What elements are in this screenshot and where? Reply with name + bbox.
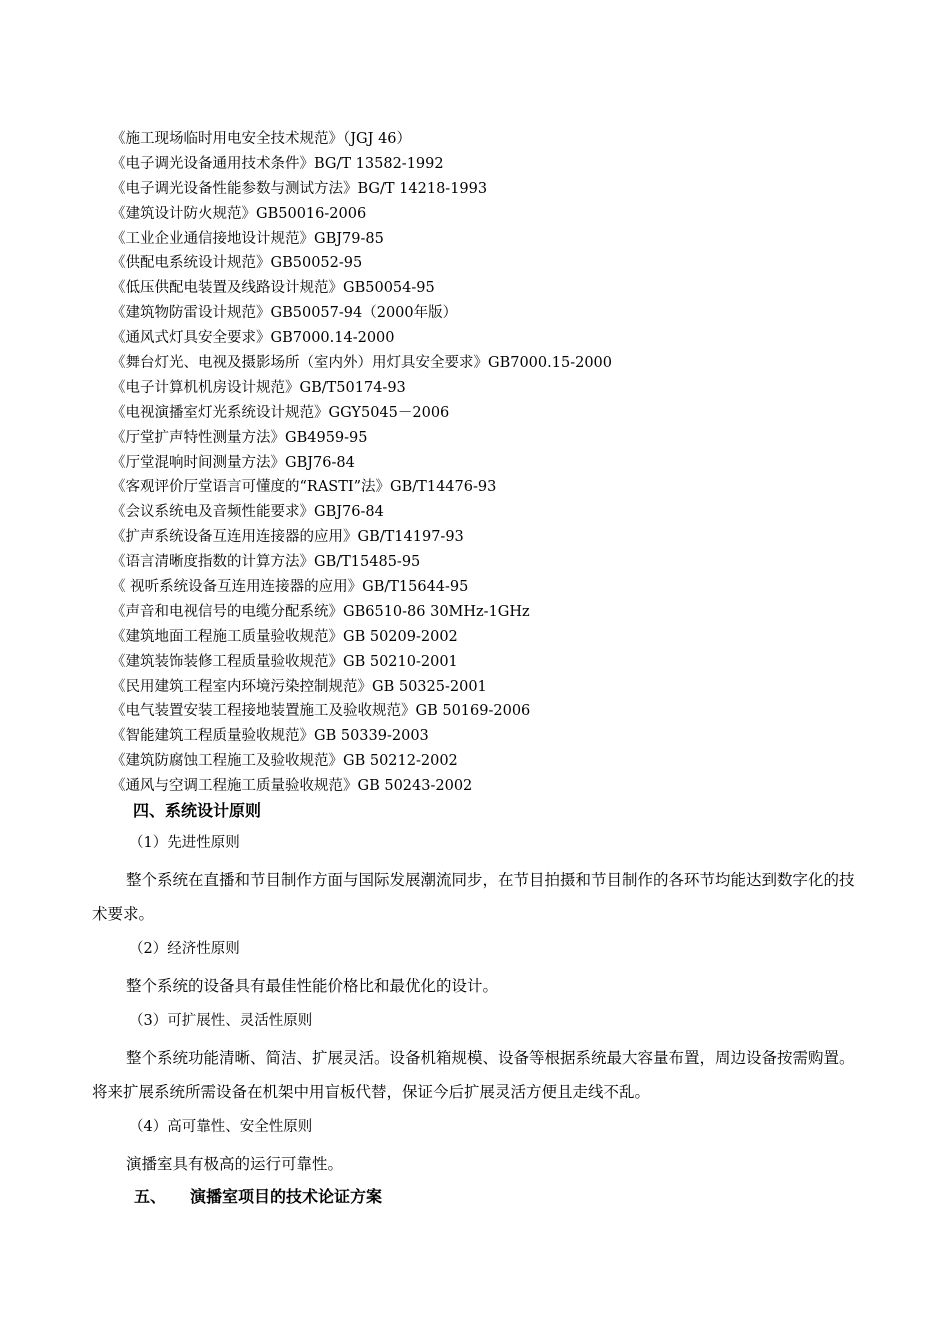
list-item: 《厅堂混响时间测量方法》GBJ76-84 <box>111 454 355 471</box>
principle-text: 整个系统在直播和节目制作方面与国际发展潮流同步，在节目拍摄和节目制作的各环节均能达到数字化的技术要求。 <box>92 871 855 923</box>
list-item: 《电子调光设备性能参数与测试方法》BG/T 14218-1993 <box>111 180 488 197</box>
list-item: 《施工现场临时用电安全技术规范》（JGJ 46） <box>111 131 412 147</box>
list-item: 《声音和电视信号的电缆分配系统》GB6510-86 30MHz-1GHz <box>111 603 530 620</box>
list-item: 《语言清晰度指数的计算方法》GB/T15485-95 <box>111 554 421 571</box>
principle-title: （4）高可靠性、安全性原则 <box>129 1119 313 1135</box>
list-item: 《通风式灯具安全要求》GB7000.14-2000 <box>111 330 395 347</box>
section-design-principles <box>92 797 872 1181</box>
list-item: 《舞台灯光、电视及摄影场所（室内外）用灯具安全要求》GB7000.15-2000 <box>111 355 612 372</box>
list-item: 《电子计算机机房设计规范》GB/T50174-93 <box>111 379 406 396</box>
list-item: 《客观评价厅堂语言可懂度的“RASTI”法》GB/T14476-93 <box>111 479 497 496</box>
list-item: 《低压供配电装置及线路设计规范》GB50054-95 <box>111 280 435 297</box>
section-technical-plan <box>134 1183 382 1211</box>
list-item: 《建筑物防雷设计规范》GB50057-94（2000年版） <box>111 305 458 322</box>
list-item: 《建筑设计防火规范》GB50016-2006 <box>111 205 367 222</box>
list-item: 《建筑防腐蚀工程施工及验收规范》GB 50212-2002 <box>111 753 458 770</box>
list-item: 《电子调光设备通用技术条件》BG/T 13582-1992 <box>111 155 444 172</box>
section-heading: 演播室项目的技术论证方案 <box>190 1187 383 1206</box>
principle-text: 演播室具有极高的运行可靠性。 <box>126 1155 344 1173</box>
list-item: 《 视听系统设备互连用连接器的应用》GB/T15644-95 <box>111 579 469 596</box>
list-item: 《建筑装饰装修工程质量验收规范》GB 50210-2001 <box>111 653 458 670</box>
principle-title: （3）可扩展性、灵活性原则 <box>129 1013 313 1029</box>
principle-title: （2）经济性原则 <box>129 941 240 957</box>
section-number: 五、 <box>134 1187 167 1206</box>
list-item: 《电视演播室灯光系统设计规范》GGY5045－2006 <box>111 404 450 421</box>
principle-title: （1）先进性原则 <box>129 835 240 851</box>
list-item: 《工业企业通信接地设计规范》GBJ79-85 <box>111 230 384 247</box>
list-item: 《供配电系统设计规范》GB50052-95 <box>111 255 363 272</box>
list-item: 《通风与空调工程施工质量验收规范》GB 50243-2002 <box>111 778 473 795</box>
list-item: 《电气装置安装工程接地装置施工及验收规范》GB 50169-2006 <box>111 703 531 720</box>
list-item: 《建筑地面工程施工质量验收规范》GB 50209-2002 <box>111 628 458 645</box>
standards-list <box>111 127 891 799</box>
list-item: 《厅堂扩声特性测量方法》GB4959-95 <box>111 429 368 446</box>
principle-text: 整个系统的设备具有最佳性能价格比和最优化的设计。 <box>126 977 499 995</box>
list-item: 《智能建筑工程质量验收规范》GB 50339-2003 <box>111 728 429 745</box>
principle-text: 整个系统功能清晰、简洁、扩展灵活。设备机箱规模、设备等根据系统最大容量布置，周边设备按需购置。将来扩展系统所需设备在机架中用盲板代替，保证今后扩展灵活方便且走线不乱。 <box>92 1049 855 1101</box>
list-item: 《扩声系统设备互连用连接器的应用》GB/T14197-93 <box>111 529 464 546</box>
list-item: 《民用建筑工程室内环境污染控制规范》GB 50325-2001 <box>111 678 487 695</box>
list-item: 《会议系统电及音频性能要求》GBJ76-84 <box>111 504 384 521</box>
section-heading: 四、系统设计原则 <box>133 801 262 820</box>
